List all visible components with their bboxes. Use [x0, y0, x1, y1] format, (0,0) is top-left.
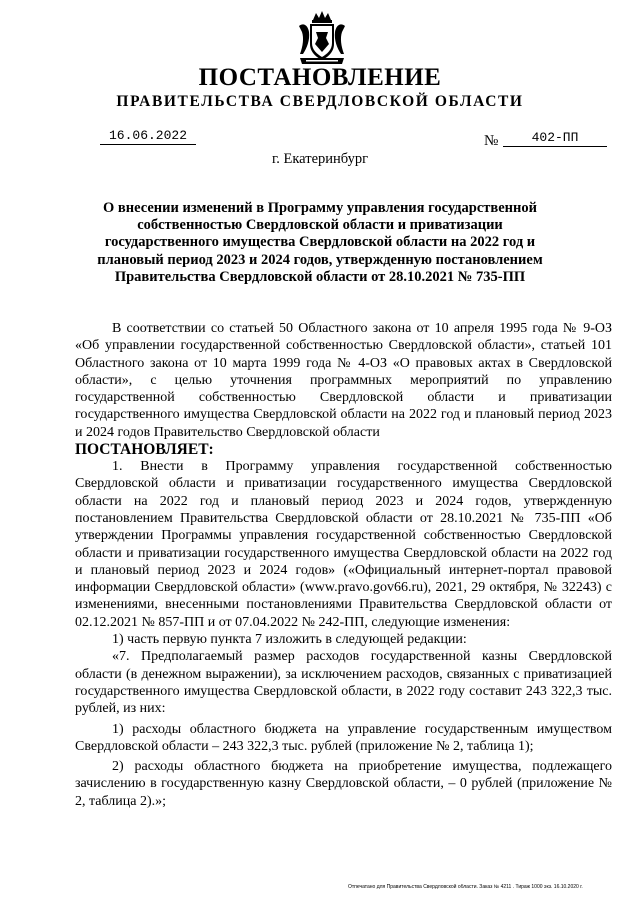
- document-number: 402-ПП: [503, 130, 607, 147]
- document-body: [75, 320, 612, 810]
- expense-item-1: 1) расходы областного бюджета на управление государственным имуществом Свердловской области – 243 322,3 тыс. рублей (приложение № 2, таблица 1);: [75, 721, 612, 754]
- quoted-paragraph-7: «7. Предполагаемый размер расходов государственной казны Свердловской области (в денежном выражении), за исключением расходов, связанных с приватизацией государственного имущества Свердловской области, в 2022 году составит 243 322,3 тыс. рублей, из них:: [75, 649, 612, 717]
- page-title: ПОСТАНОВЛЕНИЕ: [198, 64, 442, 91]
- document-date: 16.06.2022: [100, 128, 196, 145]
- number-label: №: [484, 133, 499, 149]
- document-city: г. Екатеринбург: [271, 151, 369, 167]
- preamble-paragraph: В соответствии со статьей 50 Областного закона от 10 апреля 1995 года № 9-ОЗ «Об управлении государственной собственностью Свердловской области», статьей 101 Областного закона от 10 марта 1999 года № 4-ОЗ «О правовых актах в Свердловской области», с целью уточнения программных мероприятий по управлению государственной собственностью Свердловской области и приватизации государственного имущества Свердловской области на 2022 год и плановый период 2023 и 2024 годов Правительство Свердловской области: [75, 321, 612, 440]
- expense-item-2: 2) расходы областного бюджета на приобретение имущества, подлежащего зачислению в государственную казну Свердловской области, – 0 рублей (приложение № 2, таблица 2).»;: [75, 759, 612, 809]
- print-footer: Отпечатано для Правительства Свердловской области. Заказ № 4211 . Тираж 1000 экз. 16.10.2020 г.: [348, 884, 583, 890]
- decree-word: ПОСТАНОВЛЯЕТ:: [75, 441, 214, 459]
- item-1-paragraph: 1. Внести в Программу управления государственной собственностью Свердловской области и приватизации государственного имущества Свердловской области на 2022 год и плановый период 2023 и 2024 годов, утвержденную постановлением Правительства Свердловской области от 28.10.2021 № 735-ПП «Об утверждении Программы управления государственной собственностью Свердловской области и приватизации государственного имущества Свердловской области на 2022 год и плановый период 2023 и 2024 годов» («Официальный интернет-портал правовой информации Свердловской области» (www.pravo.gov66.ru), 2021, 29 октября, № 32243) с изменениями, внесенными постановлениями Правительства Свердловской области от 02.12.2021 № 857-ПП и от 07.04.2022 № 242-ПП, следующие изменения:: [75, 459, 612, 630]
- sub-item-1-paragraph: 1) часть первую пункта 7 изложить в следующей редакции:: [112, 632, 467, 648]
- coat-of-arms-icon: [296, 10, 348, 66]
- document-heading: О внесении изменений в Программу управления государственной собственностью Свердловской области и приватизации государственного имущества Свердловской области на 2022 год и плановый период 2023 и 2024 годов, утвержденную постановлением Правительства Свердловской области от 28.10.2021 № 735-ПП: [97, 200, 543, 285]
- issuing-authority: ПРАВИТЕЛЬСТВА СВЕРДЛОВСКОЙ ОБЛАСТИ: [116, 93, 524, 110]
